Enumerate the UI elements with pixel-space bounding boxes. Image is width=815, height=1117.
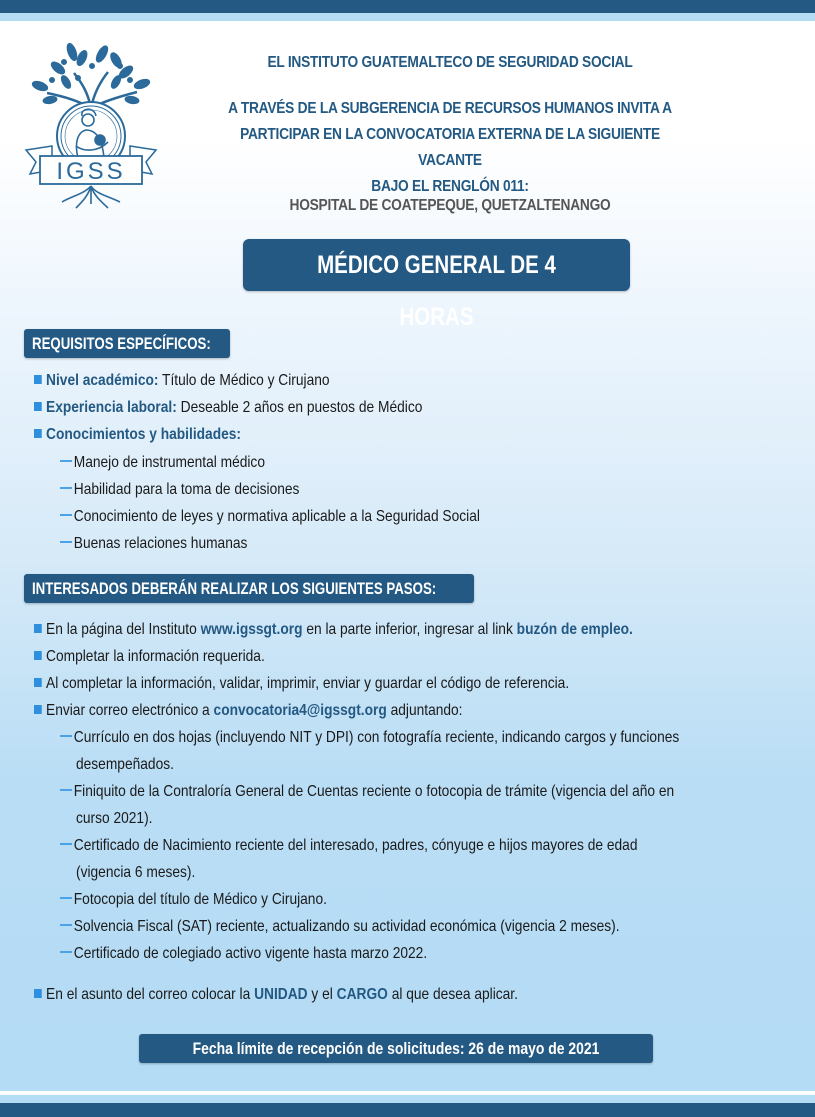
step-item (34, 700, 463, 722)
dash-bullet-icon (60, 924, 72, 926)
attachment-text: Solvencia Fiscal (SAT) reciente, actualizando su actividad económica (vigencia 2 meses). (73, 918, 620, 935)
invitation-line-2: PARTICIPAR EN LA CONVOCATORIA EXTERNA DE LA SIGUIENTE VACANTE (240, 126, 660, 169)
square-bullet-icon (34, 678, 42, 687)
position-title: MÉDICO GENERAL DE 4 HORAS (317, 251, 556, 331)
attachment-text: Finiquito de la Contraloría General de Cuentas reciente o fotocopia de trámite (vigencia del año en (73, 783, 675, 800)
step-text: Al completar la información, validar, imprimir, enviar y guardar el código de referencia. (46, 675, 570, 692)
skill-item (60, 452, 265, 474)
step-text: Enviar correo electrónico a (46, 702, 214, 719)
square-bullet-icon (34, 375, 42, 384)
step-text: adjuntando: (386, 702, 463, 719)
dash-bullet-icon (60, 789, 72, 791)
logo-text: IGSS (56, 158, 126, 185)
top-banner-stripe (0, 13, 815, 21)
requirement-label: Experiencia laboral: (46, 399, 177, 416)
attachment-item (60, 889, 327, 911)
dash-bullet-icon (60, 541, 72, 543)
invitation-line-1: A TRAVÉS DE LA SUBGERENCIA DE RECURSOS HUMANOS INVITA A (228, 100, 672, 117)
square-bullet-icon (34, 705, 42, 714)
attachment-item (60, 727, 679, 749)
skill-text: Manejo de instrumental médico (73, 454, 265, 471)
square-bullet-icon (34, 402, 42, 411)
attachment-text: Certificado de colegiado activo vigente hasta marzo 2022. (73, 945, 428, 962)
attachment-text: Currículo en dos hojas (incluyendo NIT y DPI) con fotografía reciente, indicando cargos y funciones (73, 729, 680, 746)
attachment-text: Certificado de Nacimiento reciente del interesado, padres, cónyuge e hijos mayores de edad (73, 837, 638, 854)
square-bullet-icon (34, 651, 42, 660)
attachment-item (60, 943, 427, 965)
skill-item (60, 479, 299, 501)
list-item (34, 424, 241, 446)
dash-bullet-icon (60, 897, 72, 899)
attachment-item (60, 781, 674, 803)
steps-heading (24, 574, 474, 603)
requirement-label: Conocimientos y habilidades: (46, 426, 242, 443)
requirement-label: Nivel académico: (46, 372, 159, 389)
position-title-banner (243, 239, 630, 331)
skill-text: Conocimiento de leyes y normativa aplicable a la Seguridad Social (73, 508, 480, 525)
hospital-location: HOSPITAL DE COATEPEQUE, QUETZALTENANGO (289, 197, 611, 214)
bottom-banner-bar (0, 1103, 815, 1117)
attachment-continuation: curso 2021). (76, 810, 153, 827)
square-bullet-icon (34, 624, 42, 633)
deadline-text: Fecha límite de recepción de solicitudes: 26 de mayo de 2021 (192, 1039, 600, 1058)
requirement-value: Título de Médico y Cirujano (158, 372, 330, 389)
square-bullet-icon (34, 989, 42, 998)
dash-bullet-icon (60, 843, 72, 845)
dash-bullet-icon (60, 487, 72, 489)
step-text: y el (307, 986, 337, 1003)
institution-name: EL INSTITUTO GUATEMALTECO DE SEGURIDAD SOCIAL (267, 54, 633, 71)
invitation-text (209, 96, 691, 200)
attachment-continuation: desempeñados. (76, 756, 174, 773)
step-text: En la página del Instituto (46, 621, 201, 638)
igss-logo-icon (22, 38, 160, 210)
steps-heading-text: INTERESADOS DEBERÁN REALIZAR LOS SIGUIENTES PASOS: (32, 579, 437, 598)
deadline-banner (139, 1034, 653, 1063)
invitation-line-3: BAJO EL RENGLÓN 011: (371, 178, 529, 195)
requirements-heading-text: REQUISITOS ESPECÍFICOS: (32, 334, 211, 353)
email-link[interactable]: convocatoria4@igssgt.org (213, 702, 387, 719)
attachment-item (60, 916, 620, 938)
unit-keyword: UNIDAD (254, 986, 308, 1003)
step-text: En el asunto del correo colocar la (46, 986, 255, 1003)
skill-item (60, 533, 247, 555)
dash-bullet-icon (60, 735, 72, 737)
step-item (34, 984, 518, 1006)
attachment-item (60, 835, 637, 857)
skill-item (60, 506, 480, 528)
requirements-heading (24, 329, 230, 358)
list-item (34, 397, 422, 419)
attachment-text: Fotocopia del título de Médico y Cirujano. (73, 891, 327, 908)
step-text: al que desea aplicar. (387, 986, 518, 1003)
dash-bullet-icon (60, 514, 72, 516)
step-item (34, 619, 633, 641)
skill-text: Habilidad para la toma de decisiones (73, 481, 300, 498)
step-item (34, 646, 265, 668)
website-link[interactable]: www.igssgt.org (200, 621, 303, 638)
square-bullet-icon (34, 429, 42, 438)
step-item (34, 673, 569, 695)
dash-bullet-icon (60, 460, 72, 462)
skill-text: Buenas relaciones humanas (73, 535, 248, 552)
step-text: en la parte inferior, ingresar al link (302, 621, 517, 638)
list-item (34, 370, 330, 392)
dash-bullet-icon (60, 951, 72, 953)
cargo-keyword: CARGO (336, 986, 388, 1003)
step-text: Completar la información requerida. (46, 648, 265, 665)
attachment-continuation: (vigencia 6 meses). (76, 864, 196, 881)
requirement-value: Deseable 2 años en puestos de Médico (176, 399, 423, 416)
top-banner-bar (0, 0, 815, 13)
job-mailbox-link[interactable]: buzón de empleo. (516, 621, 633, 638)
bottom-banner-stripe (0, 1095, 815, 1103)
